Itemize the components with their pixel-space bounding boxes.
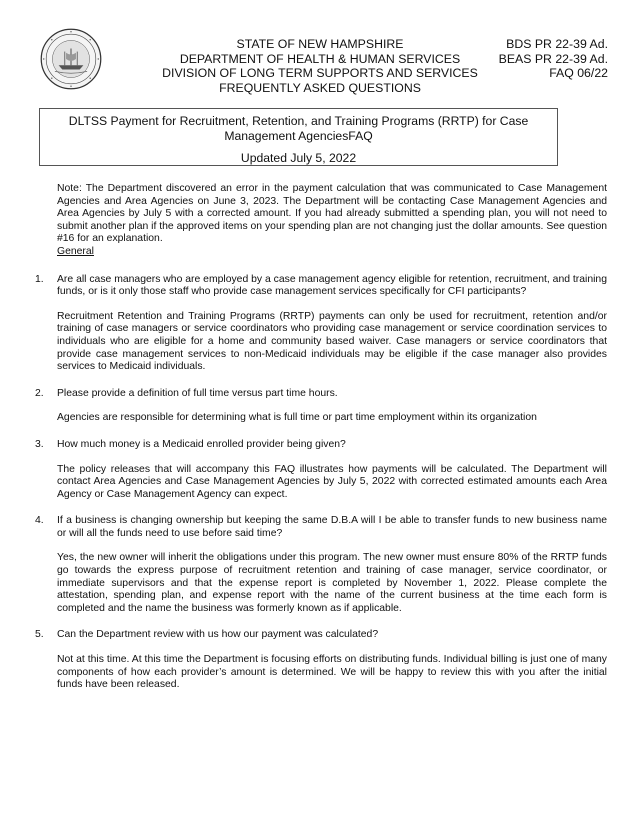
state-seal-logo xyxy=(40,28,102,90)
faq-answer: Agencies are responsible for determining what is full time or part time employment within its organization xyxy=(57,412,537,424)
header-line: DEPARTMENT OF HEALTH & HUMAN SERVICES xyxy=(179,51,461,66)
faq-item xyxy=(35,387,607,425)
reference-line: BDS PR 22-39 Ad. xyxy=(506,37,608,51)
faq-item xyxy=(35,629,607,691)
document-title-box xyxy=(39,108,558,166)
header-reference-block xyxy=(499,37,608,81)
faq-number: 2. xyxy=(35,387,44,399)
reference-line: BEAS PR 22-39 Ad. xyxy=(498,51,608,66)
faq-answer: Not at this time. At this time the Department is focusing efforts on distributing funds. Individual billing is just one of many components of how each provider’s amount is determined. We will be happy to review this with you after the initial funds have been released. xyxy=(57,654,607,691)
faq-content xyxy=(35,183,607,706)
faq-number: 1. xyxy=(35,273,44,285)
faq-question: Are all case managers who are employed by a case management agency eligible for retention, recruitment, and training funds, or is it only those staff who provide case management services specifically for CFI participants? xyxy=(57,273,607,298)
faq-question: Please provide a definition of full time versus part time hours. xyxy=(57,387,338,399)
faq-number: 5. xyxy=(35,629,44,641)
header-line: DIVISION OF LONG TERM SUPPORTS AND SERVICES xyxy=(162,66,478,81)
section-heading: General xyxy=(57,245,94,257)
header-line: STATE OF NEW HAMPSHIRE xyxy=(236,37,404,51)
reference-line: FAQ 06/22 xyxy=(549,66,608,81)
faq-item xyxy=(35,273,607,374)
note-paragraph: Note: The Department discovered an error in the payment calculation that was communicated to Case Management Agencies and Area Agencies on June 3, 2023. The Department will be contacting Case Management Agencies and Area Agencies by July 5 with a corrected amount. If you had already submitted a spending plan, you will not need to submit another plan if the approved items on your spending plan are not changing just the dollar amounts. See question #16 for an explanation. xyxy=(57,183,607,245)
header-line: FREQUENTLY ASKED QUESTIONS xyxy=(219,80,421,95)
document-title-line: DLTSS Payment for Recruitment, Retention, and Training Programs (RRTP) for Case xyxy=(68,114,529,128)
faq-number: 4. xyxy=(35,515,44,527)
faq-answer: Recruitment Retention and Training Programs (RRTP) payments can only be used for recruitment, retention and/or training of case managers or service coordinators who providing case management or service coordination services to individuals who are eligible for a home and community based waiver. Case managers or service coordinators that provide case management services to non-Medicaid individuals may be eligible if the case manager also provides services to Medicaid individuals. xyxy=(57,310,607,373)
faq-question: How much money is a Medicaid enrolled provider being given? xyxy=(57,438,346,450)
faq-number: 3. xyxy=(35,438,44,450)
faq-question: Can the Department review with us how our payment was calculated? xyxy=(57,629,379,641)
header-title-block xyxy=(120,37,520,95)
faq-item xyxy=(35,515,607,615)
faq-answer: The policy releases that will accompany this FAQ illustrates how payments will be calculated. The Department will contact Area Agencies and Case Management Agencies by July 5, 2022 with corrected estimated amounts each Area Agency or Case Management Agency can expect. xyxy=(57,463,607,500)
faq-item xyxy=(35,438,607,501)
faq-question: If a business is changing ownership but keeping the same D.B.A will I be able to transfer funds to new business name or will all the funds need to use before said time? xyxy=(57,515,607,539)
updated-date: Updated July 5, 2022 xyxy=(240,151,357,165)
faq-answer: Yes, the new owner will inherit the obligations under this program. The new owner must ensure 80% of the RRTP funds go towards the express purpose of recruitment retention and training of case manager, service coordinator, or immediate supervisors and that the expense report is completed by November 1, 2022. Please complete the attestation, spending plan, and expense report with the name of the current business at the time each form is completed and the name the business was formerly known as if applicable. xyxy=(57,552,607,614)
document-title-line: Management AgenciesFAQ xyxy=(224,129,373,143)
